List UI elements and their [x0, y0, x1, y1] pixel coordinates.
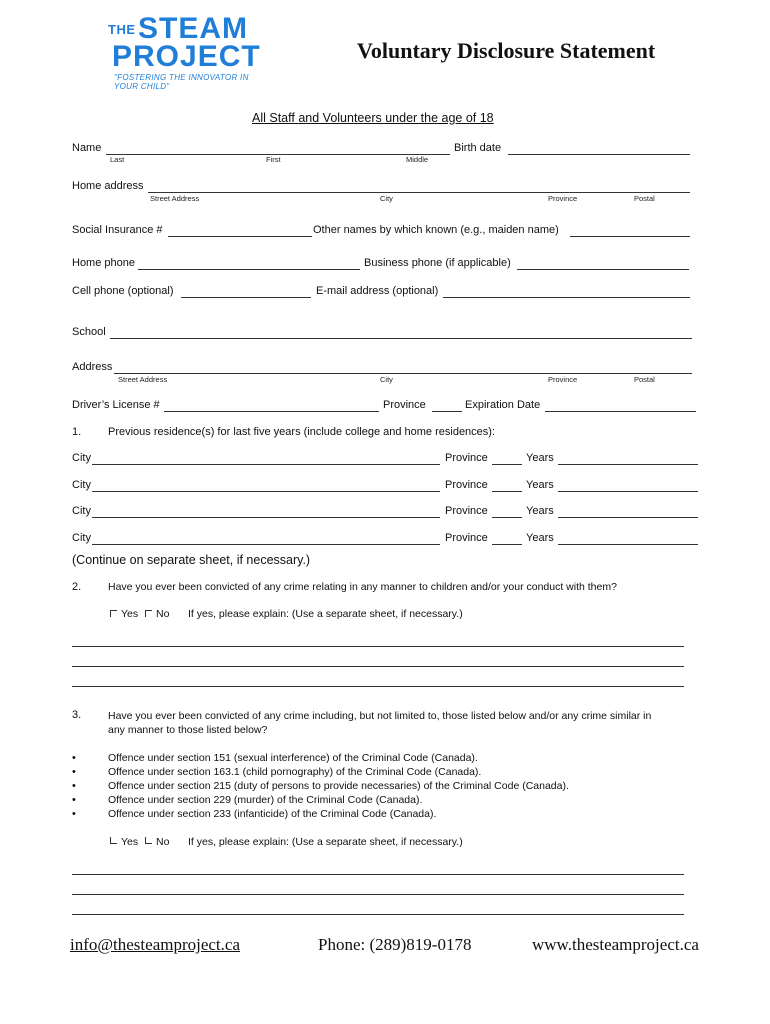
residence-city-line[interactable] — [92, 491, 440, 492]
logo-steam: STEAM — [138, 12, 248, 45]
dl-expiration-field-line[interactable] — [545, 411, 696, 412]
residence-years-label: Years — [526, 505, 554, 517]
cell-phone-field-line[interactable] — [181, 297, 311, 298]
section2-text: Have you ever been convicted of any crime relating in any manner to children and/or your conduct with them? — [108, 581, 617, 593]
section3-yes-option[interactable] — [110, 836, 138, 848]
address-field-line[interactable] — [114, 373, 692, 374]
residence-province-line[interactable] — [492, 464, 522, 465]
address-sub-province: Province — [548, 194, 578, 203]
steam-project-logo — [108, 12, 261, 91]
other-names-field-line[interactable] — [570, 236, 690, 237]
section2-yes-label: Yes — [121, 608, 139, 620]
address2-sub-province: Province — [548, 375, 578, 384]
section3-yes-label: Yes — [121, 836, 139, 848]
section1-text: Previous residence(s) for last five years (include college and home residences): — [108, 426, 496, 438]
section3-text-line1: Have you ever been convicted of any crime including, but not limited to, those listed below and/or any crime similar in — [108, 710, 652, 722]
business-phone-field-line[interactable] — [517, 269, 689, 270]
address-sub-postal: Postal — [634, 194, 655, 203]
bullet-icon: • — [72, 794, 76, 806]
residence-city-label: City — [72, 505, 91, 517]
birth-date-field-line[interactable] — [508, 154, 690, 155]
offence-item: Offence under section 163.1 (child pornography) of the Criminal Code (Canada). — [108, 766, 482, 778]
logo-project: PROJECT — [112, 40, 261, 73]
bullet-icon: • — [72, 752, 76, 764]
residence-city-line[interactable] — [92, 517, 440, 518]
home-address-field-line[interactable] — [148, 192, 690, 193]
dl-province-label: Province — [383, 399, 426, 411]
address-label: Address — [72, 361, 113, 373]
continue-note: (Continue on separate sheet, if necessary.) — [72, 553, 311, 567]
address-sub-street: Street Address — [150, 194, 200, 203]
school-field-line[interactable] — [110, 338, 692, 339]
dl-expiration-label: Expiration Date — [465, 399, 541, 411]
checkbox-icon — [110, 610, 117, 617]
offence-item: Offence under section 229 (murder) of the Criminal Code (Canada). — [108, 794, 423, 806]
residence-city-label: City — [72, 479, 91, 491]
residence-province-label: Province — [445, 532, 488, 544]
email-field-line[interactable] — [443, 297, 690, 298]
residence-province-label: Province — [445, 452, 488, 464]
offence-item: Offence under section 233 (infanticide) of the Criminal Code (Canada). — [108, 808, 437, 820]
section2-no-label: No — [156, 608, 170, 620]
residence-years-line[interactable] — [558, 464, 698, 465]
school-label: School — [72, 326, 106, 338]
address2-sub-street: Street Address — [118, 375, 168, 384]
home-phone-label: Home phone — [72, 257, 135, 269]
checkbox-icon — [145, 610, 152, 617]
section2-answer-line[interactable] — [72, 686, 684, 687]
email-label: E-mail address (optional) — [316, 285, 439, 297]
logo-tagline: "FOSTERING THE INNOVATOR IN YOUR CHILD" — [114, 73, 249, 91]
offence-item: Offence under section 151 (sexual interference) of the Criminal Code (Canada). — [108, 752, 478, 764]
section3-explain: If yes, please explain: (Use a separate sheet, if necessary.) — [188, 836, 463, 848]
residence-years-label: Years — [526, 532, 554, 544]
checkbox-icon — [110, 837, 117, 844]
section2-number: 2. — [72, 581, 82, 593]
footer-phone: Phone: (289)819-0178 — [318, 935, 472, 954]
residence-years-label: Years — [526, 452, 554, 464]
residence-years-line[interactable] — [558, 491, 698, 492]
document-subtitle — [252, 111, 494, 125]
address-sub-city: City — [380, 194, 393, 203]
residence-city-line[interactable] — [92, 464, 440, 465]
residence-city-label: City — [72, 532, 91, 544]
footer-email-link[interactable]: info@thesteamproject.ca — [70, 935, 240, 954]
residence-years-line[interactable] — [558, 544, 698, 545]
home-address-label: Home address — [72, 180, 144, 192]
subtitle-staff: All Staff — [252, 111, 295, 125]
home-phone-field-line[interactable] — [138, 269, 360, 270]
sin-field-line[interactable] — [168, 236, 312, 237]
residence-years-line[interactable] — [558, 517, 698, 518]
residence-province-line[interactable] — [492, 544, 522, 545]
section3-no-label: No — [156, 836, 170, 848]
section3-answer-line[interactable] — [72, 894, 684, 895]
residence-province-line[interactable] — [492, 491, 522, 492]
bullet-icon: • — [72, 766, 76, 778]
other-names-label: Other names by which known (e.g., maiden name) — [313, 224, 559, 236]
section3-answer-line[interactable] — [72, 914, 684, 915]
drivers-license-label: Driver’s License # — [72, 399, 160, 411]
address2-sub-city: City — [380, 375, 393, 384]
document-title: Voluntary Disclosure Statement — [357, 38, 656, 63]
residence-province-line[interactable] — [492, 517, 522, 518]
name-label: Name — [72, 142, 102, 154]
residence-city-line[interactable] — [92, 544, 440, 545]
name-sub-first: First — [266, 155, 281, 164]
residence-province-label: Province — [445, 479, 488, 491]
birth-date-label: Birth date — [454, 142, 502, 154]
section3-number: 3. — [72, 709, 82, 721]
name-sub-last: Last — [110, 155, 125, 164]
offence-item: Offence under section 215 (duty of persons to provide necessaries) of the Criminal Code (Canada). — [108, 780, 569, 792]
cell-phone-label: Cell phone (optional) — [72, 285, 174, 297]
section3-no-option[interactable] — [145, 836, 169, 848]
address2-sub-postal: Postal — [634, 375, 655, 384]
bullet-icon: • — [72, 808, 76, 820]
section3-answer-line[interactable] — [72, 874, 684, 875]
residence-years-label: Years — [526, 479, 554, 491]
drivers-license-field-line[interactable] — [164, 411, 379, 412]
name-sub-middle: Middle — [406, 155, 429, 164]
logo-the: THE — [108, 22, 136, 37]
residence-province-label: Province — [445, 505, 488, 517]
business-phone-label: Business phone (if applicable) — [364, 257, 511, 269]
sin-label: Social Insurance # — [72, 224, 163, 236]
dl-province-field-line[interactable] — [432, 411, 462, 412]
section2-yes-option[interactable] — [110, 608, 138, 620]
section2-explain: If yes, please explain: (Use a separate sheet, if necessary.) — [188, 608, 463, 620]
section3-text-line2: any manner to those listed below? — [108, 724, 268, 736]
section2-no-option[interactable] — [145, 608, 169, 620]
footer-website[interactable]: www.thesteamproject.ca — [532, 935, 699, 954]
section1-number: 1. — [72, 426, 82, 438]
bullet-icon: • — [72, 780, 76, 792]
checkbox-icon — [145, 837, 152, 844]
section2-answer-line[interactable] — [72, 646, 684, 647]
section2-answer-line[interactable] — [72, 666, 684, 667]
subtitle-rest: and Volunteers under the age of 18 — [298, 111, 494, 125]
residence-city-label: City — [72, 452, 91, 464]
